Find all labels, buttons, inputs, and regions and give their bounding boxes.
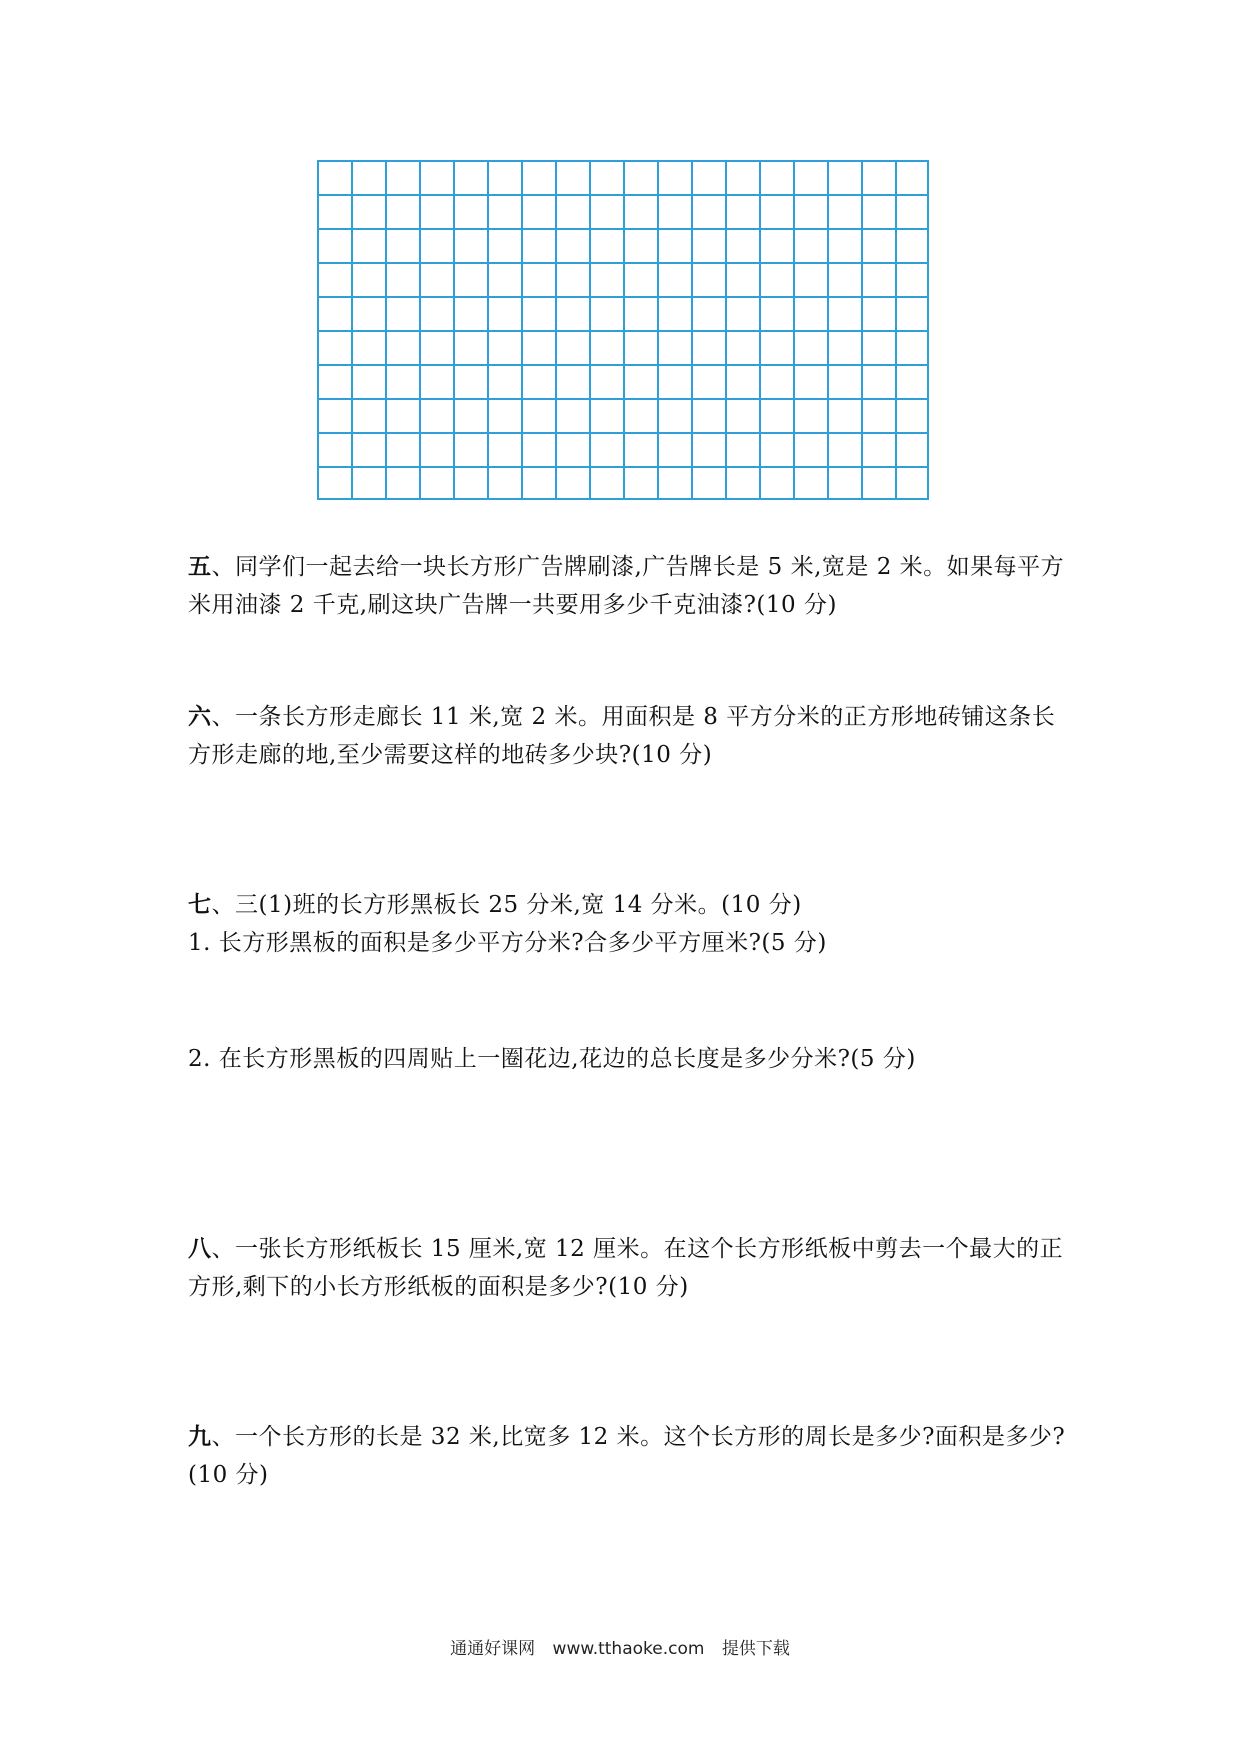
footer-url[interactable]: www.tthaoke.com [552, 1639, 705, 1659]
question-number: 八 [188, 1235, 212, 1262]
question-text: 、同学们一起去给一块长方形广告牌刷漆,广告牌长是 5 米,宽是 2 米。如果每平方米用油漆 2 千克,刷这块广告牌一共要用多少千克油漆?(10 分) [188, 554, 1065, 618]
question-text: 、一条长方形走廊长 11 米,宽 2 米。用面积是 8 平方分米的正方形地砖铺这条长方形走廊的地,至少需要这样的地砖多少块?(10 分) [188, 704, 1056, 768]
question-5 [188, 548, 1068, 624]
question-8 [188, 1230, 1068, 1306]
page-footer [0, 1634, 1240, 1659]
footer-site-name: 通通好课网 [450, 1639, 536, 1659]
answer-grid [317, 160, 929, 500]
question-number: 五 [188, 553, 212, 580]
question-7-part-1: 1. 长方形黑板的面积是多少平方分米?合多少平方厘米?(5 分) [188, 930, 827, 956]
footer-suffix: 提供下载 [721, 1639, 790, 1659]
question-number: 七 [188, 891, 212, 918]
question-6 [188, 698, 1068, 774]
question-text: 、一张长方形纸板长 15 厘米,宽 12 厘米。在这个长方形纸板中剪去一个最大的正方形,剩下的小长方形纸板的面积是多少?(10 分) [188, 1236, 1064, 1300]
question-7 [188, 886, 1068, 924]
question-7-part-2: 2. 在长方形黑板的四周贴上一圈花边,花边的总长度是多少分米?(5 分) [188, 1046, 916, 1072]
question-number: 九 [188, 1423, 212, 1450]
question-9 [188, 1418, 1068, 1494]
question-number: 六 [188, 703, 212, 730]
question-text: 、一个长方形的长是 32 米,比宽多 12 米。这个长方形的周长是多少?面积是多少?(10 分) [188, 1424, 1066, 1488]
question-text: 、三(1)班的长方形黑板长 25 分米,宽 14 分米。(10 分) [211, 892, 802, 918]
